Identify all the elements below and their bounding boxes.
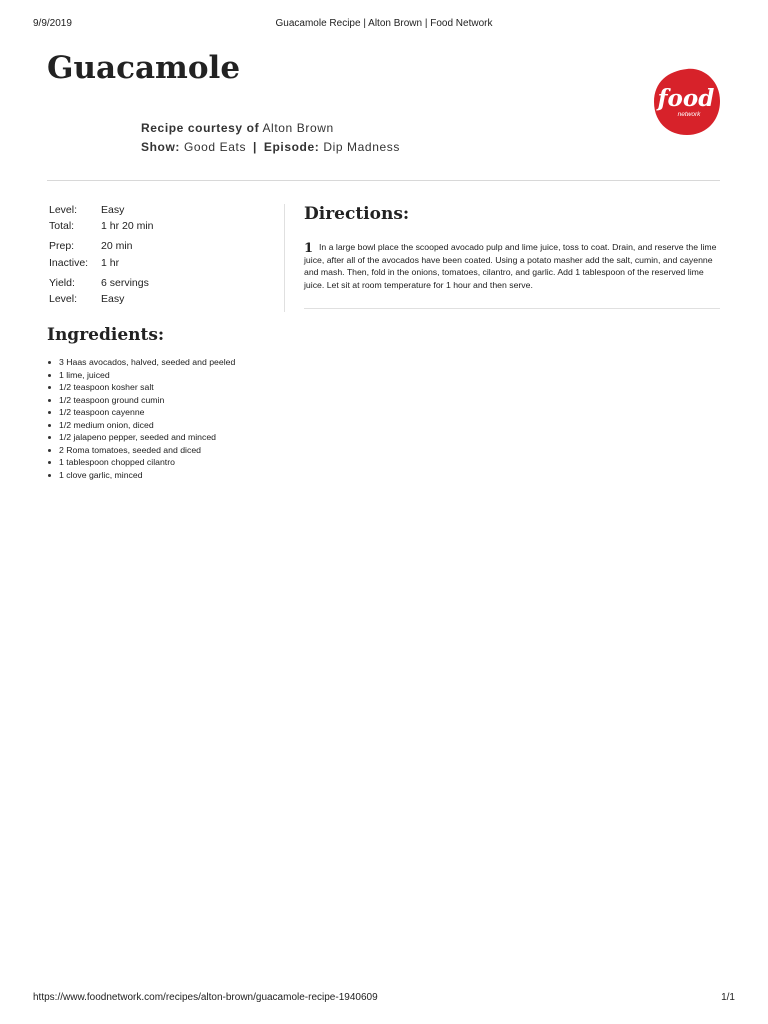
info-label: Inactive: (49, 257, 89, 269)
show-line (141, 138, 400, 157)
ingredient-item (47, 381, 235, 394)
info-value: Easy (101, 204, 125, 216)
ingredient-text: 1/2 medium onion, diced (59, 419, 154, 430)
show-label: Show: (141, 140, 180, 154)
bullet-icon (48, 399, 51, 402)
episode-link[interactable]: Dip Madness (323, 140, 400, 154)
recipe-title: Guacamole (47, 50, 241, 86)
show-link[interactable]: Good Eats (183, 140, 247, 154)
info-value: 1 hr 20 min (101, 220, 154, 232)
ingredient-text: 1/2 teaspoon kosher salt (59, 382, 154, 392)
header-divider (47, 180, 720, 181)
ingredient-item (47, 356, 235, 369)
ingredients-heading: Ingredients: (47, 325, 165, 345)
ingredient-item (47, 444, 235, 457)
print-url: https://www.foodnetwork.com/recipes/alton-brown/guacamole-recipe-1940609 (33, 992, 378, 1003)
bullet-icon (48, 449, 51, 452)
ingredient-item (47, 369, 235, 382)
ingredient-text: 1 lime, juiced (59, 369, 110, 380)
ingredient-item (47, 469, 235, 482)
info-value: 1 hr (101, 257, 120, 269)
attribution-separator: | (252, 140, 257, 154)
info-value: 6 servings (101, 277, 149, 289)
print-page-title: Guacamole Recipe | Alton Brown | Food Network (275, 18, 493, 29)
bullet-icon (48, 374, 51, 377)
logo-wordmark: food (657, 85, 715, 112)
directions-divider (304, 308, 720, 309)
ingredient-item (47, 394, 235, 407)
recipe-attribution (141, 119, 400, 157)
ingredient-text: 1/2 teaspoon ground cumin (59, 394, 165, 405)
column-divider (284, 204, 285, 312)
info-label: Total: (49, 220, 75, 232)
info-label: Yield: (49, 277, 75, 289)
episode-label: Episode: (263, 140, 320, 154)
logo-subtext: network (677, 111, 701, 118)
info-value: Easy (101, 293, 125, 305)
info-row-yield (47, 277, 267, 291)
print-page-number: 1/1 (721, 992, 735, 1003)
bullet-icon (48, 386, 51, 389)
direction-step (304, 241, 720, 291)
info-label: Level: (49, 204, 78, 216)
info-row-level (47, 204, 267, 218)
info-label: Prep: (49, 240, 75, 252)
ingredient-text: 3 Haas avocados, halved, seeded and peeled (59, 357, 236, 367)
courtesy-label: Recipe courtesy of (141, 121, 260, 135)
info-row-level-2 (47, 293, 267, 307)
info-label: Level: (49, 293, 78, 305)
directions-heading: Directions: (304, 204, 410, 224)
courtesy-line (141, 119, 400, 138)
bullet-icon (48, 411, 51, 414)
bullet-icon (48, 361, 51, 364)
ingredient-item (47, 406, 235, 419)
step-text: In a large bowl place the scooped avocado pulp and lime juice, toss to coat. Drain, and reserve the lime juice, after all of the avocados have been coated. Using a potato masher add the salt, cumin, and cayenne and mash. Then, fold in the onions, tomatoes, cilantro, and garlic. Add 1 tablespoon of the reserved lime juice. Let sit at room temperature for 1 hour and then serve. (304, 242, 717, 290)
info-row-inactive (47, 257, 267, 271)
ingredient-text: 1 tablespoon chopped cilantro (59, 457, 175, 467)
bullet-icon (48, 424, 51, 427)
ingredient-item (47, 456, 235, 469)
ingredients-list (47, 356, 235, 481)
ingredient-text: 2 Roma tomatoes, seeded and diced (59, 444, 201, 455)
ingredient-item (47, 431, 235, 444)
bullet-icon (48, 474, 51, 477)
print-date: 9/9/2019 (33, 18, 72, 29)
ingredient-text: 1 clove garlic, minced (59, 469, 143, 480)
info-row-total (47, 220, 267, 234)
author-link[interactable]: Alton Brown (262, 121, 334, 135)
info-row-prep (47, 240, 267, 254)
food-network-logo[interactable] (652, 67, 722, 137)
ingredient-text: 1/2 teaspoon cayenne (59, 407, 145, 417)
bullet-icon (48, 461, 51, 464)
ingredient-text: 1/2 jalapeno pepper, seeded and minced (59, 432, 216, 442)
ingredient-item (47, 419, 235, 432)
step-number: 1 (304, 241, 314, 256)
info-value: 20 min (101, 240, 133, 252)
bullet-icon (48, 436, 51, 439)
